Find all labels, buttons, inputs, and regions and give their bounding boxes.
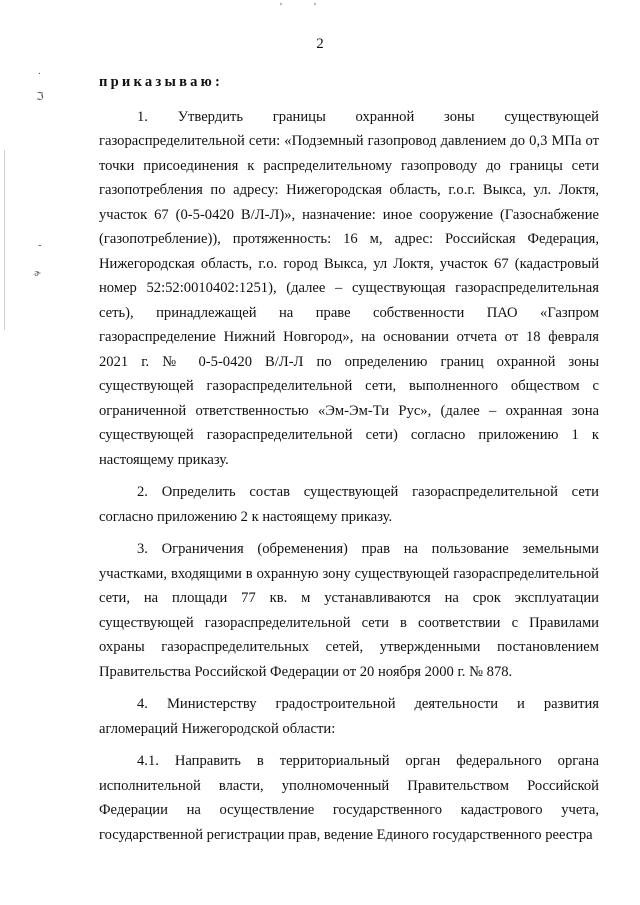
paragraph-4: 4. Министерству градостроительной деятельности и развития агломераций Нижегородской области: [99,696,599,737]
scan-mark-left-2: ℑ [36,91,44,103]
document-body [99,70,599,855]
page-number: 2 [316,36,324,52]
scan-edge-line [4,150,5,330]
scan-mark-left-1: . [38,65,41,77]
paragraph-3: 3. Ограничения (обременения) прав на пользование земельными участками, входящими в охранную зону существующей газораспределительной сети, на площади 77 кв. м устанавливаются на срок эксплуатации существующей газораспределительной сети в соответствии с Правилами охраны газораспределительных сетей, утвержденными постановлением Правительства Российской Федерации от 20 ноября 2000 г. № 878. [99,541,599,680]
scan-mark-top: ' [280,1,282,13]
scan-mark-left-4: ɚ [34,267,41,279]
scan-mark-top-2: ' [314,1,316,13]
paragraph-1: 1. Утвердить границы охранной зоны существующей газораспределительной сети: «Подземный газопровод давлением до 0,3 МПа от точки присоединения к распределительному газопроводу до границы сети газопотребления по адресу: Нижегородская область, г.о.г. Выкса, ул. Локтя, участок 67 (0-5-0420 В/Л-Л)», назначение: иное сооружение (Газоснабжение (газопотребление)), протяженность: 16 м, адрес: Российская Федерация, Нижегородская область, г.о. город Выкса, ул Локтя, участок 67 (кадастровый номер 52:52:0010402:1251), (далее – существующая газораспределительная сеть), принадлежащей на праве собственности ПАО «Газпром газораспределение Нижний Новгород», на основании отчета от 18 февраля 2021 г. № 0-5-0420 В/Л-Л по определению границ охранной зоны существующей газораспределительной сети, выполненного обществом с ограниченной ответственностью «Эм-Эм-Ти Рус», (далее – охранная зона существующей газораспределительной сети) согласно приложению 1 к настоящему приказу. [99,108,599,468]
paragraph-2: 2. Определить состав существующей газораспределительной сети согласно приложению 2 к настоящему приказу. [99,484,599,525]
scan-mark-left-3: - [38,239,42,251]
order-heading: приказываю: [99,74,224,90]
paragraph-4-1: 4.1. Направить в территориальный орган федерального органа исполнительной власти, уполномоченный Правительством Российской Федерации на осуществление государственного кадастрового учета, государственной регистрации прав, ведение Единого государственного реестра [99,753,599,843]
